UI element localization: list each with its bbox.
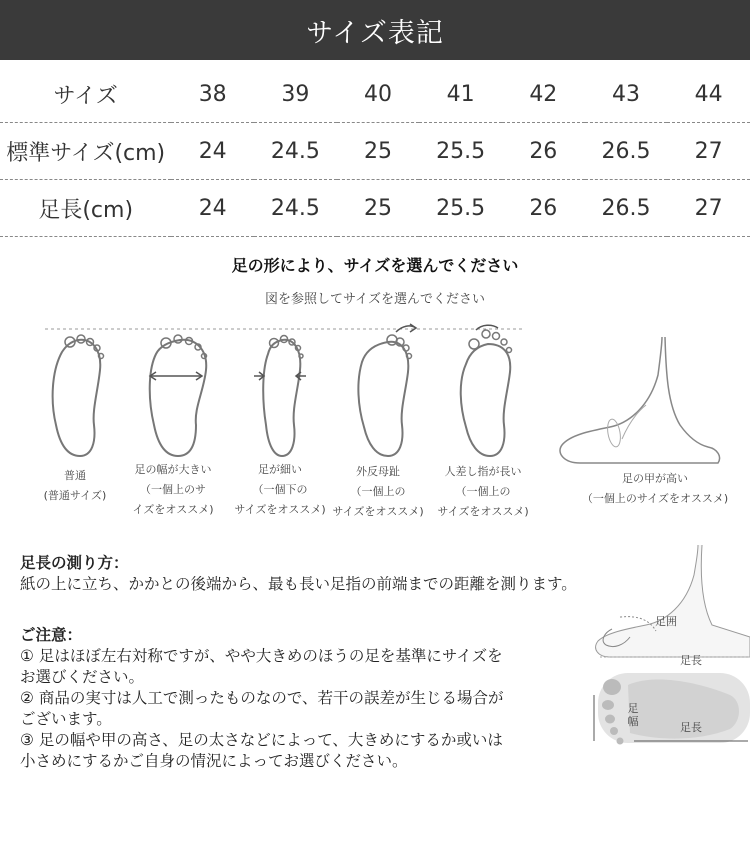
table-cell: 26 <box>502 180 585 237</box>
foot-type-name: 足の甲が高い <box>622 472 688 485</box>
note-line: ① 足はほぼ左右対称ですが、やや大きめのほうの足を基準にサイズを <box>20 647 503 665</box>
foot-type-caption <box>20 466 130 506</box>
table-cell: 24 <box>171 180 254 237</box>
width-label: 足幅 <box>627 702 639 728</box>
notes-title: ご注意： <box>20 626 83 644</box>
narrow-foot-icon <box>250 330 310 460</box>
note-line: ございます。 <box>20 710 112 728</box>
table-cell: 40 <box>337 66 420 123</box>
size-table <box>0 66 750 237</box>
foot-type-advice: サイズをオススメ) <box>332 505 424 518</box>
foot-type-advice: (普通サイズ) <box>43 489 107 502</box>
foot-type-name: 外反母趾 <box>356 465 400 478</box>
foot-type-name: 人差し指が長い <box>444 465 522 478</box>
measure-title: 足長の測り方： <box>20 554 129 572</box>
table-cell: 27 <box>667 123 750 180</box>
guide-title: 足の形により、サイズを選んでください <box>231 256 519 275</box>
foot-type-caption <box>118 460 228 520</box>
table-cell: 27 <box>667 180 750 237</box>
note-line: ③ 足の幅や甲の高さ、足の太さなどによって、大きめにするか或いは <box>20 731 503 749</box>
table-cell: 42 <box>502 66 585 123</box>
foot-type-name: 足の幅が大きい <box>134 463 212 476</box>
table-cell: 25.5 <box>419 180 502 237</box>
long-toe-foot-icon <box>452 322 522 460</box>
row-label: 標準サイズ(cm) <box>0 123 171 180</box>
foot-type-advice: イズをオススメ) <box>132 503 214 516</box>
table-cell: 24.5 <box>254 180 337 237</box>
foot-type-advice: （一個上のサイズをオススメ) <box>581 492 729 505</box>
measure-section <box>20 553 577 595</box>
page-title: サイズ表記 <box>306 17 444 49</box>
normal-foot-icon <box>42 330 112 460</box>
table-cell: 38 <box>171 66 254 123</box>
row-label: 足長(cm) <box>0 180 171 237</box>
foot-type-caption <box>570 469 740 509</box>
foot-type-advice: （一個上の <box>455 485 511 498</box>
girth-label: 足囲 <box>655 615 677 628</box>
note-line: ② 商品の実寸は人工で測ったものなので、若干の誤差が生じる場合が <box>20 689 504 707</box>
table-cell: 25.5 <box>419 123 502 180</box>
notes-section <box>20 625 504 772</box>
guide-subtitle: 図を参照してサイズを選んでください <box>265 292 485 307</box>
foot-type-advice: サイズをオススメ) <box>234 503 326 516</box>
length-label-2: 足長 <box>680 721 702 734</box>
measure-text: 紙の上に立ち、かかとの後端から、最も長い足指の前端までの距離を測ります。 <box>20 575 577 593</box>
foot-type-advice: （一個上の <box>350 485 406 498</box>
foot-type-caption <box>428 462 538 522</box>
table-row <box>0 66 750 123</box>
high-instep-foot-icon <box>550 335 730 470</box>
foot-measure-diagram <box>590 545 750 764</box>
table-row <box>0 123 750 180</box>
page-header <box>0 0 750 60</box>
note-line: お選びください。 <box>20 668 145 686</box>
foot-type-advice: （一個下の <box>252 483 308 496</box>
foot-type-caption <box>225 460 335 520</box>
table-cell: 25 <box>337 123 420 180</box>
table-cell: 26.5 <box>585 180 668 237</box>
table-cell: 41 <box>419 66 502 123</box>
foot-type-caption <box>323 462 433 522</box>
row-label: サイズ <box>0 66 171 123</box>
foot-type-name: 普通 <box>64 469 86 482</box>
wide-foot-icon <box>142 330 212 460</box>
foot-type-advice: サイズをオススメ) <box>437 505 529 518</box>
length-label: 足長 <box>680 654 702 667</box>
table-cell: 43 <box>585 66 668 123</box>
table-cell: 26.5 <box>585 123 668 180</box>
table-cell: 26 <box>502 123 585 180</box>
foot-type-advice: （一個上のサ <box>140 483 206 496</box>
table-cell: 24 <box>171 123 254 180</box>
bunion-foot-icon <box>350 322 425 460</box>
table-cell: 39 <box>254 66 337 123</box>
table-cell: 24.5 <box>254 123 337 180</box>
table-cell: 25 <box>337 180 420 237</box>
table-cell: 44 <box>667 66 750 123</box>
foot-type-name: 足が細い <box>258 463 302 476</box>
table-row <box>0 180 750 237</box>
note-line: 小さめにするかご自身の情況によってお選びください。 <box>20 752 408 770</box>
